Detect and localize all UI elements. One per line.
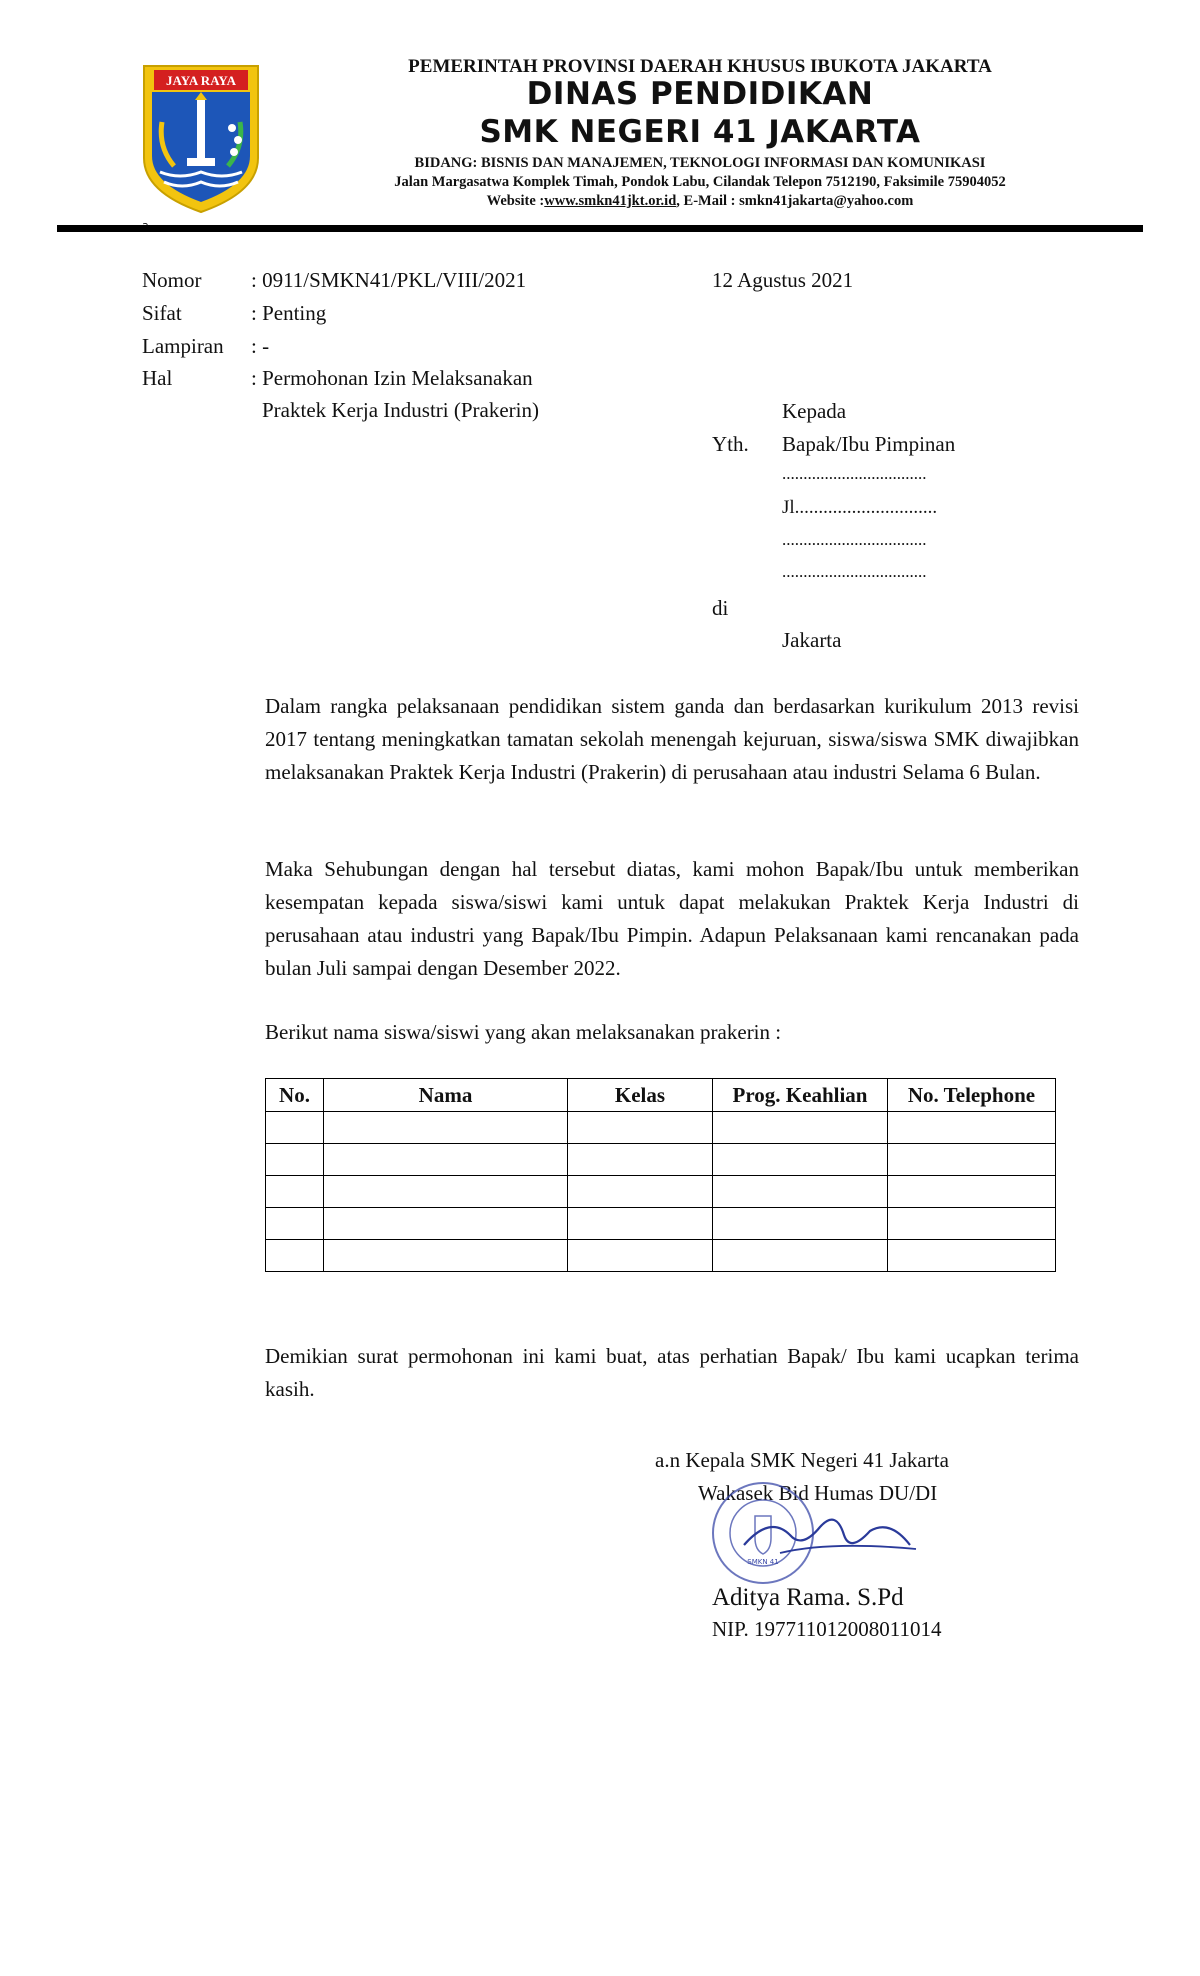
recipient-kepada: Kepada — [782, 399, 847, 423]
header-divider — [57, 225, 1143, 232]
table-row — [266, 1176, 1056, 1208]
signature-on-behalf: a.n Kepala SMK Negeri 41 Jakarta — [655, 1448, 949, 1472]
website-label: Website : — [486, 193, 545, 209]
stamp-text: SMKN 41 — [747, 1558, 779, 1566]
table-cell — [568, 1176, 713, 1208]
student-table — [265, 1078, 1056, 1272]
table-cell — [888, 1176, 1056, 1208]
sifat-label: Sifat — [142, 301, 182, 325]
hal-value-line1: : Permohonan Izin Melaksanakan — [251, 366, 533, 390]
table-cell — [888, 1112, 1056, 1144]
hal-label: Hal — [142, 366, 173, 390]
body-paragraph-3: Berikut nama siswa/siswi yang akan melaksanakan prakerin : — [265, 1020, 782, 1044]
body-paragraph-1: Dalam rangka pelaksanaan pendidikan sistem ganda dan berdasarkan kurikulum 2013 revisi 2017 tentang meningkatkan tamatan sekolah menengah kejuruan, siswa/siswa SMK diwajibkan melaksanakan Praktek Kerja Industri (Prakerin) di perusahaan atau industri Selama 6 Bulan. — [265, 694, 1079, 784]
table-cell — [713, 1176, 888, 1208]
table-cell — [266, 1112, 324, 1144]
kop-department-name: DINAS PENDIDIKAN — [526, 76, 874, 112]
table-cell — [324, 1208, 568, 1240]
recipient-yth: Yth. — [712, 432, 749, 456]
recipient-dots-1: .................................. — [782, 464, 927, 483]
body-paragraph-2: Maka Sehubungan dengan hal tersebut diatas, kami mohon Bapak/Ibu untuk memberikan kesempatan kepada siswa/siswi kami untuk dapat melakukan Praktek Kerja Industri di perusahaan atau industri yang Bapak/Ibu Pimpin. Adapun Pelaksanaan kami rencanakan pada bulan Juli sampai dengan Desember 2022. — [265, 857, 1079, 980]
nomor-label: Nomor — [142, 268, 202, 292]
kop-contact — [300, 193, 1100, 210]
recipient-dots-3: .................................. — [782, 562, 927, 581]
table-header-row — [266, 1079, 1056, 1112]
signature-position: Wakasek Bid Humas DU/DI — [698, 1481, 938, 1505]
lampiran-label: Lampiran — [142, 334, 224, 358]
table-row — [266, 1240, 1056, 1272]
table-row — [266, 1112, 1056, 1144]
table-cell — [713, 1208, 888, 1240]
table-cell — [266, 1176, 324, 1208]
sifat-value: : Penting — [251, 301, 327, 325]
kop-government-name: PEMERINTAH PROVINSI DAERAH KHUSUS IBUKOTA JAKARTA — [408, 56, 992, 77]
kop-school-name: SMK NEGERI 41 JAKARTA — [479, 114, 921, 150]
email-text: , E-Mail : smkn41jakarta@yahoo.com — [676, 193, 914, 209]
table-row — [266, 1208, 1056, 1240]
table-cell — [266, 1240, 324, 1272]
table-cell — [324, 1144, 568, 1176]
table-cell — [324, 1240, 568, 1272]
table-cell — [713, 1240, 888, 1272]
jakarta-emblem-logo — [140, 62, 262, 214]
table-cell — [568, 1144, 713, 1176]
table-cell — [324, 1112, 568, 1144]
handwritten-signature — [740, 1505, 920, 1575]
table-cell — [888, 1208, 1056, 1240]
closing-paragraph: Demikian surat permohonan ini kami buat, atas perhatian Bapak/ Ibu kami ucapkan terima kasih. — [265, 1344, 1079, 1401]
signatory-name: Aditya Rama. S.Pd — [712, 1584, 904, 1611]
table-cell — [324, 1176, 568, 1208]
table-cell — [568, 1208, 713, 1240]
hal-value-line2: Praktek Kerja Industri (Prakerin) — [262, 398, 539, 422]
table-cell — [888, 1240, 1056, 1272]
logo-text: JAYA RAYA — [166, 73, 236, 88]
col-header-prog-keahlian: Prog. Keahlian — [713, 1079, 888, 1112]
recipient-dots-2: .................................. — [782, 530, 927, 549]
col-header-no: No. — [266, 1079, 324, 1112]
nomor-value: : 0911/SMKN41/PKL/VIII/2021 — [251, 268, 527, 292]
col-header-no-telephone: No. Telephone — [888, 1079, 1056, 1112]
kop-bidang: BIDANG: BISNIS DAN MANAJEMEN, TEKNOLOGI INFORMASI DAN KOMUNIKASI — [414, 155, 986, 171]
signatory-nip: NIP. 197711012008011014 — [712, 1617, 942, 1641]
col-header-nama: Nama — [324, 1079, 568, 1112]
table-cell — [888, 1144, 1056, 1176]
col-header-kelas: Kelas — [568, 1079, 713, 1112]
letter-date: 12 Agustus 2021 — [712, 268, 854, 292]
table-cell — [568, 1240, 713, 1272]
website-link[interactable]: www.smkn41jkt.or.id — [544, 193, 677, 209]
recipient-di: di — [712, 596, 729, 620]
table-row — [266, 1144, 1056, 1176]
table-cell — [266, 1208, 324, 1240]
recipient-address: Jl.............................. — [782, 497, 938, 518]
table-cell — [266, 1144, 324, 1176]
table-cell — [713, 1112, 888, 1144]
recipient-name: Bapak/Ibu Pimpinan — [782, 432, 956, 456]
table-cell — [713, 1144, 888, 1176]
lampiran-value: : - — [251, 334, 270, 358]
kop-address: Jalan Margasatwa Komplek Timah, Pondok Labu, Cilandak Telepon 7512190, Faksimile 75904052 — [394, 174, 1006, 190]
recipient-city: Jakarta — [782, 628, 842, 652]
table-cell — [568, 1112, 713, 1144]
